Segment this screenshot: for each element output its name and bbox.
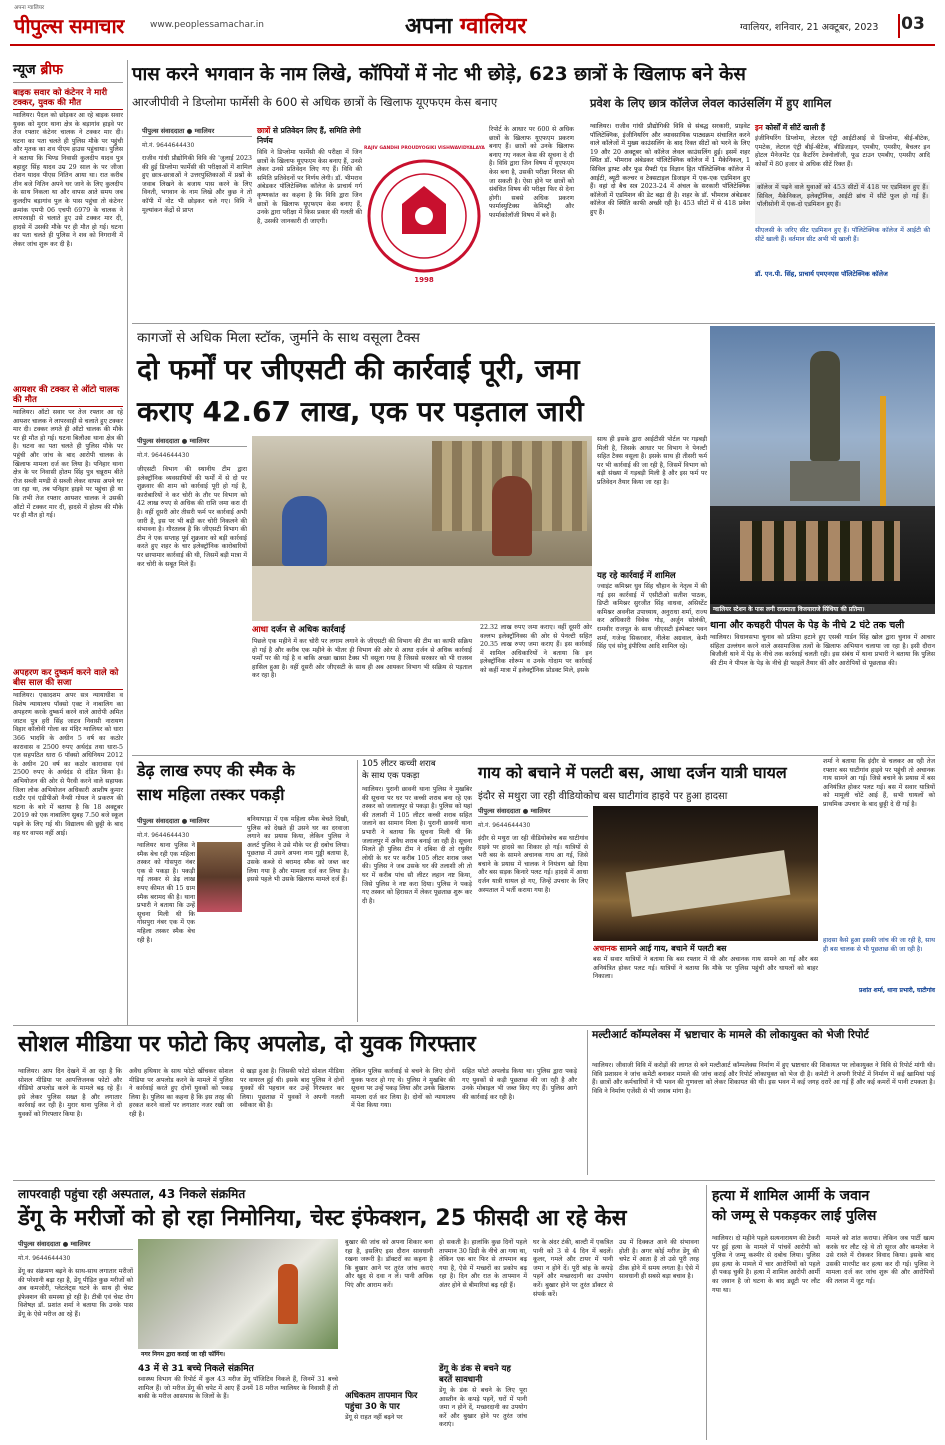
- admission-quote-name: डॉ. एन.पी. सिंह, प्राचार्य एमएनएस पॉलिटेक्निक कॉलेज: [755, 270, 888, 278]
- bus-photo-caption-a: अचानक: [593, 944, 617, 953]
- top-story-box-heading-a: छात्रों: [257, 126, 271, 135]
- dengue-col5: घर के अंदर टंकी, बाल्टी में एकत्रित पानी को 3 से 4 दिन में बदलें। कूलर, गमले और टायर में पानी जमा न होने दें। पूरी बांह के कपड़े पहनें और मच्छरदानी का उपयोग करें। बुखार होने पर तुरंत डॉक्टर से संपर्क करें।: [533, 1239, 613, 1298]
- gst-col1-real: [137, 466, 247, 626]
- gst-kicker: कागजों से अधिक मिला स्टॉक, जुर्माने के साथ वसूला टैक्स: [137, 330, 420, 346]
- gst-box-text: पिछले एक महीने में कर चोरी पर लगाम लगाने के जीएसटी की विभाग की टीम का काफी सक्रिय हो गई है और करीब एक महीने के भीतर ही विभाग की ओर से आधा दर्जन से अधिक कार्रवाई फर्मों पर की गई है व बाकि अच्छा खासा टैक्स भी वसूला गया है जिससे सरकार को भी राजस्व हासिल हुआ है। वहीं दूसरी ओर जीएसटी के साथ ही अब आयकर विभाग भी सक्रिय से पड़ताल कर रहा है।: [252, 638, 472, 680]
- army-headline-2: को जम्मू से पकड़कर लाई पुलिस: [712, 1208, 877, 1224]
- gst-photo-person: [282, 496, 327, 566]
- section-divider: [13, 1180, 935, 1181]
- suspect-photo: [197, 842, 242, 912]
- smack-headline-2: साथ महिला तस्कर पकड़ी: [137, 785, 285, 804]
- bus-side-box: हादसा कैसे हुआ इसकी जांच की जा रही है, साथ ही बस चालक से भी पूछताछ की जा रही है।: [823, 937, 935, 953]
- smack-col2: [247, 816, 349, 1021]
- section-divider: [132, 323, 935, 324]
- dengue-byline: पीपुल्स संवाददाता ● ग्वालियर: [18, 1239, 133, 1250]
- bus-deck: इंदौर से मथुरा जा रही वीडियोकोच बस घाटीगांव हाइवे पर हुआ हादसा: [478, 791, 728, 802]
- social-col3: से खड़ा हुआ है। जिसकी फोटो सोशल मीडिया पर वायरल हुई थी। इसके बाद पुलिस ने दोनों युवकों की पहचान कर उन्हें गिरफ्तार कर लिया। पूछताछ में युवकों ने अपनी गलती स्वीकार की है।: [240, 1068, 344, 1110]
- dengue-col3-text: बुखार की जांच को अपना शिकार बना रहा है, इसलिए इस दौरान सावधानी रखना जरूरी है। डॉक्टरों का कहना है कि बुखार आने पर तुरंत जांच कराएं और खुद से दवा न लें। पानी अधिक पिएं और आराम करें।: [345, 1239, 433, 1289]
- statue-photo-pedestal: [790, 461, 860, 501]
- smack-byline: पीपुल्स संवाददाता ● ग्वालियर: [137, 816, 242, 827]
- seal-years: 1998: [414, 276, 434, 284]
- social-col4: लेकिन पुलिस कार्रवाई से बचने के लिए दोनों युवक फरार हो गए थे। पुलिस ने मुखबिर की सूचना पर उन्हें पकड़ लिया और उनके खिलाफ मामला दर्ज कर लिया है। दोनों को न्यायालय में पेश किया गया।: [351, 1068, 455, 1110]
- social-col2: अवैध हथियार के साथ फोटो खींचकर सोशल मीडिया पर अपलोड करने के मामले में पुलिस ने कार्रवाई करते हुए दोनों युवकों को पकड़ लिया है। पुलिस का कहना है कि इस तरह की हरकत करने वालों पर लगातार नजर रखी जा रही है।: [129, 1068, 233, 1118]
- news-brief-title-rule: [13, 82, 123, 83]
- gst-col1-text: जीएसटी विभाग की स्थानीय टीम द्वारा इलेक्ट्रॉनिक व्यवसायियों की फर्मों में से दो पर शुक्रवार की शाम को कार्रवाई पूरी हो गई है, कारोबारियों ने कर चोरी के तौर पर विभाग को 42 लाख रुपए से अधिक की राशि जमा करा दी है। वहीं दूसरी ओर तीसरी फर्म पर कार्रवाई अभी जारी है, इस पर भी बड़ी कर चोरी निकलने की संभावना है। गौरतलब है कि जीएसटी विभाग की टीम ने एक सप्ताह पूर्व शुक्रवार को बड़ी कार्रवाई करते हुए शहर के चार इलेक्ट्रॉनिक कारोबारियों पर छापामार कार्रवाई की थी, जिसमें बड़ी मात्रा में कर चोरी के सबूत मिले हैं।: [137, 466, 247, 568]
- gst-headline-1: दो फर्मों पर जीएसटी की कार्रवाई पूरी, जमा: [137, 353, 580, 386]
- top-story-box-heading: [257, 126, 362, 146]
- bus-mobile: मो.नं. 9644644430: [478, 822, 531, 829]
- smack-mobile: मो.नं. 9644644430: [137, 832, 190, 839]
- admission-body: ग्वालियर। राजीव गांधी प्रौद्योगिकी विवि से संबद्ध सरकारी, प्राइवेट पॉलिटेक्निक, इंजीनियरिंग और व्यावसायिक पाठ्यक्रम संचालित करने वाले कॉलेजों में मुख्य काउंसलिंग के बाद रिक्त सीटों को भरने के लिए 19 और 20 अक्टूबर को कॉलेज लेवल काउंसलिंग हुई। इसमें शहर स्थित डॉ. भीमराव अंबेडकर पॉलिटेक्निक कॉलेज में 1 मैकेनिकल, 1 सिविल ड्राफ्ट और फूड सैफ्टी एंड विज्ञान हित पॉलिटेक्निक कॉलेज में आईटी, ब्यूटी कल्चर व टेक्सटाइल डिजाइन में एक-एक एडमिशन हुए हैं। वहां दो बैच सत्र 2023-24 में अंचल के सरकारी पॉलिटेक्निक कॉलेजों में एडमिशन की डेट बढ़ा दी है। शहर के डॉ. भीमराव अंबेडकर कॉलेज की स्थिति काफी अच्छी रही है। 453 सीटों में से 418 प्रवेश हुए हैं।: [590, 123, 750, 216]
- social-col1: ग्वालियर। आप दिन देखने में आ रहा है कि सोशल मीडिया पर आपत्तिजनक फोटो और वीडियो अपलोड करने के मामले बढ़ रहे हैं। इसे लेकर पुलिस सख्त है और लगातार कार्रवाई कर रही है। मुरार थाना पुलिस ने दो युवकों को गिरफ्तार किया है।: [18, 1068, 122, 1118]
- top-story-byline: पीपुल्स संवाददाता ● ग्वालियर: [142, 126, 252, 137]
- smack-col2-text: बनियापाड़ा में एक महिला स्मैक बेचते दिखी, पुलिस को देखते ही उसने घर का दरवाजा लगाने का प्रयास किया, लेकिन पुलिस ने अलर्ट पुलिस ने उसे मौके पर ही दबोच लिया। पूछताछ में उसने अपना नाम गुड्डी बताया है, उसके कब्जे से बरामद स्मैक को जब्त कर लिया गया है और मामला दर्ज कर लिया है। इससे पहले भी उसके खिलाफ मामले दर्ज हैं।: [247, 816, 349, 884]
- top-story-headline: पास करने भगवान के नाम लिखे, कॉपियों में नोट भी छोड़े, 623 छात्रों के खिलाफ बने केस: [132, 64, 746, 85]
- gst-story: [132, 326, 707, 746]
- bus-col3-text: शर्मा ने बताया कि इंदौर से चलकर आ रही तेज रफ्तार बस घाटीगांव हाइवे पर पहुंची तो अचानक गाय सामने आ गई। जिसे बचाने के प्रयास में बस अनियंत्रित होकर पलट गई। बस में सवार यात्रियों को मामूली चोटें आई हैं, सभी घायलों को प्राथमिक उपचार के बाद छुट्टी दे दी गई है।: [823, 758, 935, 808]
- section-title: [405, 10, 565, 40]
- multiart-story: [592, 1028, 935, 1178]
- section-title-suffix: ग्वालियर: [459, 14, 527, 39]
- brief-item-body: ग्वालियर। पैदल को छोड़कर आ रहे बाइक सवार युवक को मुरार थाना क्षेत्र के बड़ागांव हाइवे पर तेज रफ्तार कंटेनर चालक ने टक्कर मार दी। घटना का पता चलते ही पुलिस मौके पर पहुंची और मृतक का शव पीएम हाउस पहुंचाया। पुलिस ने बताया कि भिण्ड निवासी कुलदीप यादव पुत्र बहादुर सिंह यादव उम्र 29 साल के पर जीजा रोशन यादव पीएस नितिन आया था। रात करीब तीन बजे नितिन अपने घर जाने के लिए कुलदीप के साथ निकला था और वापस आते समय जब कुलदीप बड़ागांव पुल के पास पहुंचा तो कंटेनर क्रमांक एमपी 06 एचपी 6979 के चालक ने लापरवाही से चलाते हुए उसे टक्कर मार दी, हादसे में उसकी मौके पर ही मौत हो गई। घटना का पता चलते ही पुलिस ने शव को निगरानी में लेकर जांच शुरू कर दी है।: [13, 112, 123, 248]
- dengue-mobile: मो.नं. 9644644430: [18, 1255, 71, 1262]
- gst-box-heading-a: आधा: [252, 625, 269, 635]
- social-headline: सोशल मीडिया पर फोटो किए अपलोड, दो युवक गिरफ्तार: [18, 1032, 476, 1057]
- bus-photo-text: बस में सवार यात्रियों ने बताया कि बस रफ्तार में थी और अचानक गाय सामने आ गई और बस अनियंत्रित होकर पलट गई। यात्रियों ने बताया कि मौके पर पुलिस पहुंची और घायलों को बाहर निकाला।: [593, 956, 818, 981]
- army-col2: मामले को शांत कराया। लेकिन जब पार्टी खत्म करके घर लौट रहे थे तो सूरज और कमलेश ने उसे रास्ते में रोककर विवाद किया। इसके बाद उसकी मारपीट कर हत्या कर दी गई। पुलिस ने मामला दर्ज कर जांच शुरू की और आरोपियों की तलाश में जुट गई।: [826, 1235, 934, 1285]
- admission-side-heading-b: कोर्सों में सीटें खाली हैं: [765, 123, 826, 132]
- dengue-tip-heading-2: बरतें सावधानी: [439, 1375, 483, 1385]
- admission-side-heading-a: इन: [755, 123, 763, 132]
- brief-item: [13, 385, 123, 675]
- bus-byline: पीपुल्स संवाददाता ● ग्वालियर: [478, 806, 588, 817]
- top-story-deck: [132, 95, 572, 113]
- top-story-box: [257, 126, 362, 306]
- statue-body: ग्वालियर। विधानसभा चुनाव को प्रतिमा हटाने हुए एसबी गार्डन सिंह खोल द्वारा चुनाव में आचार संहिता उल्लंघन करने वाले असामाजिक तत्वों के खिलाफ अभियान चलाया जा रहा है। इसी दौरान बिजौली थाने में पेड़ के नीचे तक कार्रवाई चलती रही। इस संबंध में थाना प्रभारी ने बताया कि पुलिस की टीम ने पीपल के पेड़ के नीचे ही फाइलें तैयार कीं और आरोपियों से पूछताछ की।: [710, 634, 935, 667]
- admission-box-text: कॉलेज में पढ़ने वाले युवाओं को 453 सीटों में 418 पर एडमिशन हुए हैं। सिविल, मैकेनिकल, इलेक्ट्रॉनिक, आईटी ब्रांच में सीटें फुल हो गई हैं। पॉलीसोनी में एक-दो एडमिशन हुए हैं।: [755, 182, 930, 224]
- dengue-story: [13, 1183, 703, 1445]
- dengue-temp-text: डेंगू से राहत नहीं बढ़ने पर: [345, 1414, 403, 1421]
- liquor-kicker-2: के साथ एक पकड़ा: [362, 771, 420, 781]
- top-story-deck-text: आरजीपीवी ने डिप्लोमा फार्मेसी के 600 से अधिक छात्रों के खिलाफ यूएफएम केस बनाए: [132, 95, 498, 109]
- smack-headline-1: डेढ़ लाख रुपए की स्मैक के: [137, 761, 295, 780]
- dengue-col4: [439, 1239, 527, 1444]
- dengue-headline: डेंगू के मरीजों को हो रहा निमोनिया, चेस्ट इंफेक्शन, 25 फीसदी आ रहे केस: [18, 1206, 627, 1231]
- admission-headline: प्रवेश के लिए छात्र कॉलेज लेवल काउंसलिंग में हुए शामिल: [590, 96, 832, 110]
- page-number: 03: [898, 14, 926, 38]
- bus-photo-caption-b: सामने आई गाय, बचाने में पलटी बस: [619, 944, 727, 953]
- brief-item-headline: बाइक सवार को कंटेनर ने मारी टक्कर, युवक की मौत: [13, 88, 123, 110]
- liquor-story: [362, 758, 472, 1023]
- news-brief-column: [13, 60, 123, 1060]
- statue-headline: थाना और कचहरी पीपल के पेड़ के नीचे 2 घंटे तक चली: [710, 620, 905, 631]
- dengue-col1-text: डेंगू का संक्रमण बढ़ने के साथ-साथ लगातार मरीजों की परेशानी बढ़ा रहा है, डेंगू पीड़ित कुछ मरीजों को अब कमजोरी, प्लेटलेट्स घटने के साथ ही चेस्ट इंफेक्शन की समस्या हो रही है। टीबी एवं चेस्ट रोग विशेषज्ञ डॉ. प्रशांत शर्मा ने बताया कि उनके पास डेंगू के ऐसे मरीज आ रहे हैं।: [18, 1268, 133, 1318]
- army-col1: ग्वालियर। दो महीने पहले सत्यनारायण की टेकरी पर हुई हत्या के मामले में पांचवें आरोपी को पुलिस ने जम्मू कश्मीर से दबोच लिया। पुलिस इस हत्या के मामले में चार आरोपियों को पहले ही पकड़ चुकी है। हत्या में शामिल आरोपी आर्मी का जवान है जो घटना के बाद ड्यूटी पर लौट गया था।: [712, 1235, 820, 1294]
- seal-text: RAJIV GANDHI PROUDYOGIKI VISHWAVIDYALAYA: [364, 146, 485, 151]
- admission-side: [755, 123, 930, 313]
- statue-story: [710, 326, 935, 746]
- brief-item-headline: आयशर की टक्कर से ऑटो चालक की मौत: [13, 385, 123, 407]
- brief-item: [13, 88, 123, 378]
- statue-photo: [710, 326, 935, 604]
- newspaper-logo: पीपुल्स समाचार: [14, 14, 124, 38]
- top-story-col3: [489, 126, 574, 306]
- dengue-kicker: लापरवाही पहुंचा रही अस्पताल, 43 निकले संक्रमित: [18, 1187, 246, 1201]
- masthead: [0, 0, 945, 58]
- top-story-mobile: मो.नं. 9644644430: [142, 142, 195, 149]
- bus-photo-vehicle: [626, 850, 791, 917]
- bus-col1-text: इंदौर से मथुरा जा रही वीडियोकोच बस घाटीगांव हाइवे पर हादसे का शिकार हो गई। यात्रियों से भरी बस के सामने अचानक गाय आ गई, जिसे बचाने के प्रयास में चालक ने नियंत्रण खो दिया और बस सड़क किनारे पलट गई। हादसे में आधा दर्जन यात्री घायल हो गए, जिन्हें उपचार के लिए अस्पताल में भर्ती कराया गया है।: [478, 835, 588, 894]
- top-story-col3-text: रिपोर्ट के आधार पर 600 से अधिक छात्रों के खिलाफ यूएफएम प्रकरण बनाए हैं। छात्रों को उनके खिलाफ बनाए गए नकल केस की सूचना दे दी है। विवि द्वारा जिन विषय में यूएफएम केस बना है, उसकी परीक्षा निरस्त की जा सकती है। ऐसा होने पर छात्रों को संबंधित विषय की परीक्षा फिर से देना होगी। सबसे अधिक प्रकरण फार्मास्युटिक्स केमिस्ट्री और फार्माकोलॉजी विषय में बने हैं।: [489, 126, 574, 219]
- section-divider: [13, 1025, 935, 1026]
- brief-item: [13, 668, 123, 1058]
- news-brief-title: [13, 60, 123, 82]
- admission-side-heading: [755, 123, 930, 133]
- fogging-photo: [138, 1239, 338, 1349]
- bus-photo-caption: [593, 943, 818, 955]
- brief-item-body: ग्वालियर। ऑटो सवार पर तेज रफ्तार आ रहे आयशर चालक ने लापरवाही से चलाते हुए टक्कर मार दी। टक्कर लगते ही ऑटो चालक की मौके पर ही मौत हो गई। घटना बिलौआ थाना क्षेत्र की है। घटना का पता चलते ही पुलिस मौके पर पहुंची और जांच के बाद आरोपी चालक के खिलाफ मामला दर्ज कर लिया है। पनिहार थाना क्षेत्र के पर निवासी होतम सिंह पुत्र चन्नूराम बीते रोज सब्जी मण्डी से सब्जी लेकर वापस अपने घर जा रहा था, तब पनिहार हाइवे पर पहुंचा ही था कि तभी तेज रफ्तार आयशर चालक ने उसकी ऑटो में टक्कर मार दी, हादसे में होतम की मौके पर ही मौत हो गई।: [13, 409, 123, 520]
- top-story-col1: [142, 126, 252, 311]
- gst-byline: पीपुल्स संवाददाता ● ग्वालियर: [137, 436, 247, 447]
- column-divider: [587, 1030, 588, 1175]
- top-story-box-heading-b: से प्रतिवेदन लिए हैं, समिति लेगी निर्णय: [257, 126, 361, 145]
- fogging-photo-caption: नगर निगम द्वारा कराई जा रही फॉगिंग।: [138, 1349, 338, 1359]
- gst-mobile: मो.नं. 9644644430: [137, 452, 190, 459]
- bus-story: [478, 758, 935, 1023]
- masthead-rule: [10, 44, 935, 46]
- university-seal-svg: [364, 126, 484, 301]
- dateline: ग्वालियर, शनिवार, 21 अक्टूबर, 2023: [740, 22, 879, 33]
- top-story-headline-box: [132, 60, 932, 90]
- dengue-col3: [345, 1239, 433, 1444]
- army-headline-1: हत्या में शामिल आर्मी के जवान: [712, 1188, 870, 1204]
- fogging-photo-worker: [278, 1264, 298, 1324]
- gst-box-col2: 22.32 लाख रुपए जमा कराए। वहीं दूसरी ओर वल्लभ इलेक्ट्रॉनिक्स की ओर से पेनल्टी सहित 20.35 लाख रुपए जमा कराए हैं। इस कार्रवाई में शामिल अधिकारियों ने बताया कि इन इलेक्ट्रॉनिक शोरूम व उनके गोदाम पर कार्रवाई को कहीं मात्रा में इलेक्ट्रॉनिक प्रोडक्ट मिले, इसके: [480, 624, 592, 674]
- section-title-prefix: अपना: [405, 14, 453, 39]
- column-divider: [706, 1185, 707, 1440]
- dengue-temp-heading-1: अधिकतम तापमान फिर: [345, 1391, 418, 1401]
- gst-sub-head: यह रहे कार्रवाई में शामिल: [597, 571, 676, 581]
- website-url[interactable]: www.peoplessamachar.in: [150, 20, 264, 30]
- admission-story: [590, 95, 935, 320]
- bus-col1: [478, 806, 588, 1021]
- gst-col3-text: साथ ही इसके द्वारा आईटीसी पोर्टल पर गड़बड़ी मिली है, जिसके आधार पर विभाग ने पेनल्टी सहित टैक्स वसूला है। इसके साथ ही तीसरी फर्म पर भी कार्रवाई की जा रही है, जिसमें विभाग को बड़ी संख्या में गड़बड़ी मिली है और इस फर्म पर प्रतिवेदन तैयार किया जा रहा है।: [597, 436, 707, 486]
- gst-main-photo: [252, 436, 592, 621]
- gst-sub-text: ज्वाइंट कमिश्नर धुव सिंह चौहान के नेतृत्व में की गई इस कार्रवाई में एसीटीओ सतीश पाठक, डिप्टी कमिश्नर सुरजीत सिंह वाधवा, असिस्टेंट कमिश्नर अवनीश उपाध्याय, अनुराधा शर्मा, राज्य कर अधिकारी विवेक गोड़, अर्जुन सोलंकी, रामवीर राजपूत के साथ जीएसटी इंस्पेक्टर पवन शर्मा, गजेन्द्र सिकरवार, नीलेश अग्रवाल, केमी सिंह एवं सोनू इंपीरिया आदि शामिल रहे।: [597, 583, 707, 651]
- statue-photo-crane: [880, 396, 886, 516]
- column-divider: [357, 760, 358, 1022]
- dengue-col4-text: हो सकती है। हालांकि कुछ दिनों पहले तापमान 30 डिग्री के नीचे आ गया था, लेकिन एक बार फिर से तापमान बढ़ गया है, ऐसे में मच्छरों का प्रकोप बढ़ रहा है। दिन और रात के तापमान में अंतर होने से बीमारियां बढ़ रही हैं।: [439, 1239, 527, 1289]
- gst-headline-2: कराए 42.67 लाख, एक पर पड़ताल जारी: [137, 395, 584, 428]
- dengue-col6: उम्र में दिक्कत आने की संभावना होती है। अगर कोई मरीज डेंगू की चपेट में आता है तो उसे पूरी तरह ठीक होने में समय लगता है। ऐसे में सावधानी ही सबसे बड़ा बचाव है।: [619, 1239, 699, 1281]
- smack-story: [132, 758, 352, 1023]
- bus-col3: [823, 758, 935, 1023]
- top-story-box-text: विवि ने डिप्लोमा फार्मेसी की परीक्षा में जिन छात्रों के खिलाफ यूएफएम केस बनाए हैं, उनसे लेकर उनसे प्रतिवेदन लिए गए हैं। विवि की समिति प्रतिवेदनों पर निर्णय लेगी। डॉ. भीमराव अंबेडकर पॉलिटेक्निक कॉलेज के प्राचार्य गर्ग कृष्णकांत का कहना है कि विवि द्वारा जिन छात्रों के खिलाफ यूएफएम केस बनाए हैं, उनके द्वारा परीक्षा में किस प्रकार की गलती की है, उसकी जानकारी दी जाएगी।: [257, 149, 362, 225]
- admission-side-text: इंजीनियरिंग डिप्लोमा, लेटरल एंट्री आईटीआई से डिप्लोमा, बीई-बीटेक, एमटेक, लेटरल एंट्री बीई-बीटेक, बीडिजाइन, एमबीए, एमसीए, बैचलर इन होटल मैनेजमेंट एंड कैटरिंग टेक्नोलॉजी, फूड टाउन एमबीए, एमसीए आदि कोर्सों में 80 हजार से अधिक सीटें रिक्त हैं।: [755, 135, 930, 168]
- seal-emblem-wheel: [415, 207, 433, 225]
- news-brief-title-b: ब्रीफ: [40, 62, 63, 78]
- smack-col1-text: ग्वालियर थाना पुलिस ने स्मैक बेच रही एक महिला तस्कर को गोसपुरा नंबर एक से पकड़ा है। पकड़ी गई तस्कर से डेढ़ लाख रुपए कीमत की 15 ग्राम स्मैक बरामद की है। थाना प्रभारी ने बताया कि उन्हें सूचना मिली थी कि गोसपुरा नंबर एक में एक महिला तस्कर स्मैक बेच रही है।: [137, 842, 195, 944]
- dengue-temp-heading-2: पहुंचा 30 के पार: [345, 1402, 400, 1412]
- multiart-headline: मल्टीआर्ट कॉम्पलेक्स में भ्रष्टाचार के मामले की लोकायुक्त को भेजी रिपोर्ट: [592, 1029, 869, 1041]
- gst-col3: [597, 436, 707, 746]
- liquor-kicker-1: 105 लीटर कच्ची शराब: [362, 759, 436, 769]
- admission-quote: सीएलसी के जरिए सीट एडमिशन हुए हैं। पॉलिटेक्निक कॉलेज में आईटी की सीटें खाली हैं। वर्तमान सीट अभी भी खाली हैं।: [755, 227, 930, 243]
- bus-credit: प्रशांत शर्मा, थाना प्रभारी, घाटीगांव: [858, 987, 935, 994]
- masthead-small-label: अपना ग्वालियर: [14, 5, 45, 11]
- gst-photo-person: [492, 476, 532, 556]
- column-divider: [127, 60, 128, 1025]
- top-story-col1-text: राजीव गांधी प्रौद्योगिकी विवि की 'जुलाई 2023 की हुई डिप्लोमा फार्मेसी की परीक्षाओं में शामिल हुए छात्र-छात्राओं ने उत्तरपुस्तिकाओं में प्रश्नों के जवाब लिखने के बजाय पास करने के लिए विनती, भगवान के नाम लिखे और कुछ ने तो कॉपी में नोट भी छोड़कर चले गए। विवि ने मूल्यांकन केंद्रों से प्राप्त: [142, 155, 252, 214]
- liquor-body: ग्वालियर। पुरानी छावनी थाना पुलिस ने मुखबिर की सूचना पर घर पर कच्ची शराब बना रहे एक तस्कर को जलालपुर से पकड़ा है। पुलिस को यहां की तलाशी में 105 लीटर कच्ची शराब सहित जलाने का सामान मिला है। पुरानी छावनी थाना प्रभारी ने बताया कि सूचना मिली थी कि जलालपुर में अवैध शराब बनाई जा रही है। सूचना मिलते ही पुलिस टीम ने दबिश दी तो रघुवीर लोधी के घर पर करीब 105 लीटर शराब जब्त की। पुलिस ने जब उसके घर की तलाशी ली तो घर में करीब पांच सौ लीटर लहान नष्ट किया, जिसे पुलिस ने नष्ट करा दिया। पुलिस ने पकड़े गए तस्कर को हिरासत में लेकर पूछताछ शुरू कर दी है।: [362, 786, 472, 905]
- dengue-box: [138, 1361, 338, 1441]
- gst-photo-desk: [252, 566, 592, 621]
- bus-headline: गाय को बचाने में पलटी बस, आधा दर्जन यात्री घायल: [478, 763, 787, 782]
- statue-photo-figure: [810, 351, 840, 461]
- dengue-tip-text: डेंगू के डंक से बचने के लिए पूरा आस्तीन के कपड़े पहनें, घरों में पानी जमा न होने दें, मच्छरदानी का उपयोग करें और बुखार होने पर तुरंत जांच कराएं।: [439, 1387, 527, 1429]
- gst-box: [252, 624, 592, 739]
- university-seal: [364, 126, 484, 301]
- social-col5: सहित फोटो अपलोड किया था। पुलिस द्वारा पकड़े गए युवकों से कड़ी पूछताछ की जा रही है और उनके मोबाइल भी जब्त किए गए हैं। पुलिस आगे की कार्रवाई कर रही है।: [462, 1068, 577, 1101]
- multiart-body: ग्वालियर। जीवाजी विवि में करोड़ों की लागत से बने मल्टीआर्ट कॉम्पलेक्स निर्माण में हुए भ्रष्टाचार की शिकायत पर लोकायुक्त ने विवि से रिपोर्ट मांगी थी। विवि प्रशासन ने जांच कमेटी बनाकर मामले की जांच कराई और रिपोर्ट लोकायुक्त को भेज दी है। कमेटी ने अपनी रिपोर्ट में निर्माण में कई खामियां पाई हैं। छात्रों और कर्मचारियों ने भी भवन की गुणवत्ता को लेकर शिकायत की थी। इस भवन में कई जगह दरारें आ गई हैं और कई कमरों में पानी टपकता है। विवि ने निर्माण एजेंसी से भी जवाब मांगा है।: [592, 1062, 935, 1095]
- news-brief-title-a: न्यूज: [13, 62, 36, 78]
- brief-item-body: ग्वालियर। एकादशम अपर सत्र न्यायाधीश व विशेष न्यायालय पॉक्सो एक्ट ने नाबालिग का अपहरण करके दुष्कर्म करने वाले आरोपी अमित जाटव पुत्र हरी सिंह जाटव निवासी नारायण विहार कॉलोनी गोला का मंदिर ग्वालियर को धारा 366 भादवि के अधीन 5 वर्ष का कठोर कारावास व 2500 रुपए अर्थदंड तथा धारा-5 एल सहपठित धारा 6 पॉक्सो अधिनियम 2012 के अधीन 20 वर्ष का कठोर कारावास एवं 2500 रुपए के अर्थदंड से दंडित किया है। अभियोजन की ओर से पैरवी करने वाले सहायक जिला लोक अभियोजन अधिकारी आशीष कुमार राठौर एवं एडीपीओ नैन्सी गोयल ने प्रकरण की घटना के बारे में बताया है कि 18 अक्टूबर 2019 को एक नाबालिग सुबह 7.50 बजे स्कूल पढ़ने के लिए गई थी। विद्यालय की छुट्टी के बाद वह घर वापस नहीं आई।: [13, 692, 123, 837]
- section-divider: [132, 755, 935, 756]
- dengue-col1: [18, 1239, 133, 1444]
- smack-col1: [137, 816, 242, 1021]
- dengue-box-heading: 43 में से 31 बच्चे निकले संक्रमित: [138, 1364, 254, 1374]
- top-story-body: [132, 118, 582, 308]
- bus-photo: [593, 806, 818, 941]
- army-story: [712, 1183, 935, 1445]
- statue-photo-caption: ग्वालियर स्टेशन के पास लगी राजमाता विजयाराजे सिंधिया की प्रतिमा।: [710, 604, 935, 614]
- gst-box-heading-b: दर्जन से अधिक कार्रवाई: [271, 625, 346, 635]
- statue-photo-people: [740, 521, 900, 581]
- brief-item-headline: अपहरण कर दुष्कर्म करने वाले को बीस साल की सजा: [13, 668, 123, 690]
- dengue-box-text: स्वास्थ्य विभाग की रिपोर्ट में कुल 43 मरीज डेंगू पॉजिटिव निकले हैं, जिनमें 31 बच्चे शामिल हैं। जो मरीज डेंगू की चपेट में आए हैं उनमें 18 मरीज ग्वालियर के निवासी हैं तो बाकी के मरीज आसपास के जिलों के हैं।: [138, 1376, 338, 1401]
- social-story: [13, 1028, 583, 1178]
- dengue-tip-heading-1: डेंगू के डंक से बचने यह: [439, 1364, 511, 1374]
